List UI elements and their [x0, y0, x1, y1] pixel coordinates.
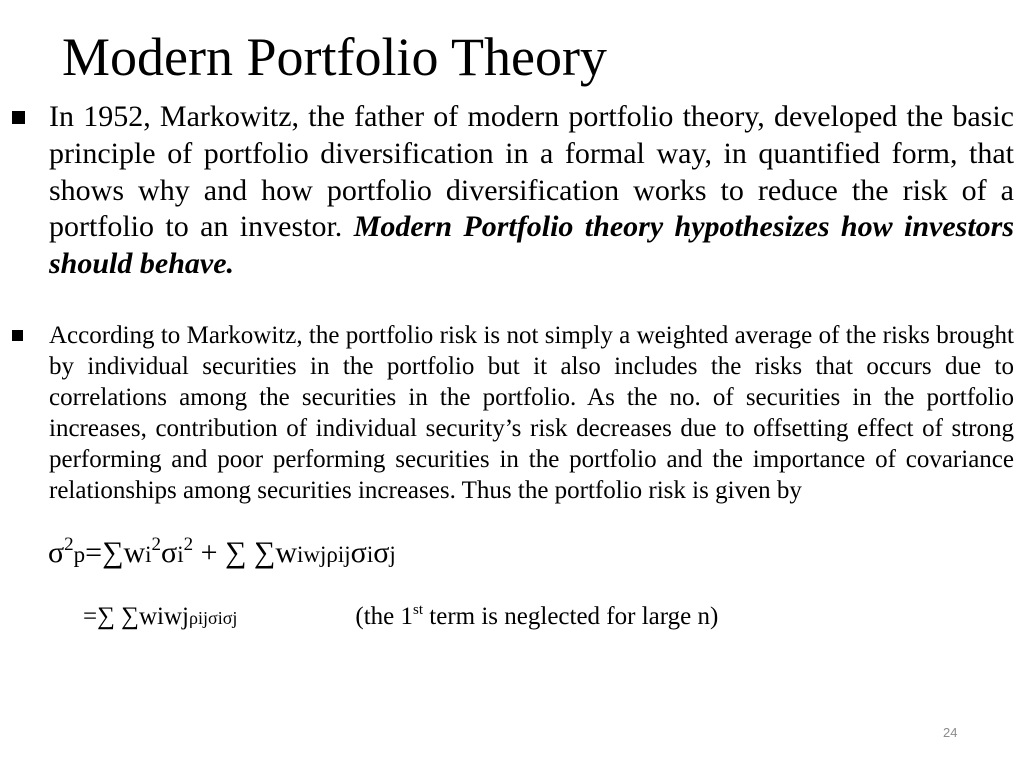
formula-sigma: σ: [373, 536, 390, 569]
formula-weight: w: [275, 536, 297, 569]
formula-superscript: 2: [64, 534, 74, 555]
formula-subscript: iw: [296, 542, 320, 567]
formula-equals-sum: =∑: [85, 536, 124, 569]
simplified-variance-formula: [83, 599, 718, 636]
formula-subscript: i: [366, 542, 374, 567]
formula-equals-double-sum: =∑ ∑: [83, 603, 139, 630]
formula-superscript: 2: [183, 534, 194, 555]
formula-subscript: jρ: [319, 542, 338, 567]
formula-plus: +: [193, 536, 226, 569]
formula-weight: w: [123, 536, 146, 569]
bullet-body: In 1952, Markowitz, the father of modern portfolio theory, developed the basic principle of portfolio diversification in a formal way, in quantified form, that shows why and how portfolio diversification works to reduce the risk of a portfolio to an investor.: [49, 100, 1014, 244]
note-superscript: st: [413, 602, 424, 618]
bullet-text: [49, 99, 1014, 283]
formula-subscript: i: [145, 542, 152, 567]
formula-subscript: i: [177, 542, 184, 567]
formula-sigma: σ: [161, 536, 178, 569]
formula-sigma: σ: [350, 536, 367, 569]
formula-double-sum: ∑ ∑: [225, 536, 276, 569]
formula-subscript: p: [73, 542, 86, 567]
bullet-text: According to Markowitz, the portfolio risk is not simply a weighted average of the risks brought by individual securities in the portfolio but it also includes the risks that occurs due to correlations among the securities in the portfolio. As the no. of securities in the portfolio increases, contribution of individual security’s risk decreases due to offsetting effect of strong performing and poor performing securities in the portfolio and the importance of covariance relationships among securities increases. Thus the portfolio risk is given by: [49, 322, 1014, 504]
formula-note: [355, 603, 718, 630]
portfolio-variance-formula: [48, 533, 396, 575]
note-rest: term is neglected for large n): [423, 603, 719, 630]
bullet-emphasis: Modern Portfolio theory hypothesizes how investors should behave: [49, 210, 1014, 281]
bullet-markowitz-history: [12, 99, 1014, 283]
slide-title: Modern Portfolio Theory: [62, 27, 607, 87]
page-number: 24: [943, 725, 958, 740]
formula-correlation-terms: ρijσiσj: [189, 608, 238, 628]
formula-subscript: ij: [337, 542, 351, 567]
formula-sigma: σ: [48, 536, 65, 569]
note-open: (the 1: [355, 603, 414, 630]
square-bullet-icon: [12, 330, 23, 341]
bullet-portfolio-risk: [12, 320, 1014, 506]
formula-superscript: 2: [151, 534, 162, 555]
bullet-end: .: [226, 247, 235, 281]
formula-weights: wiwj: [139, 603, 189, 630]
formula-subscript: j: [389, 542, 396, 567]
square-bullet-icon: [12, 111, 25, 124]
